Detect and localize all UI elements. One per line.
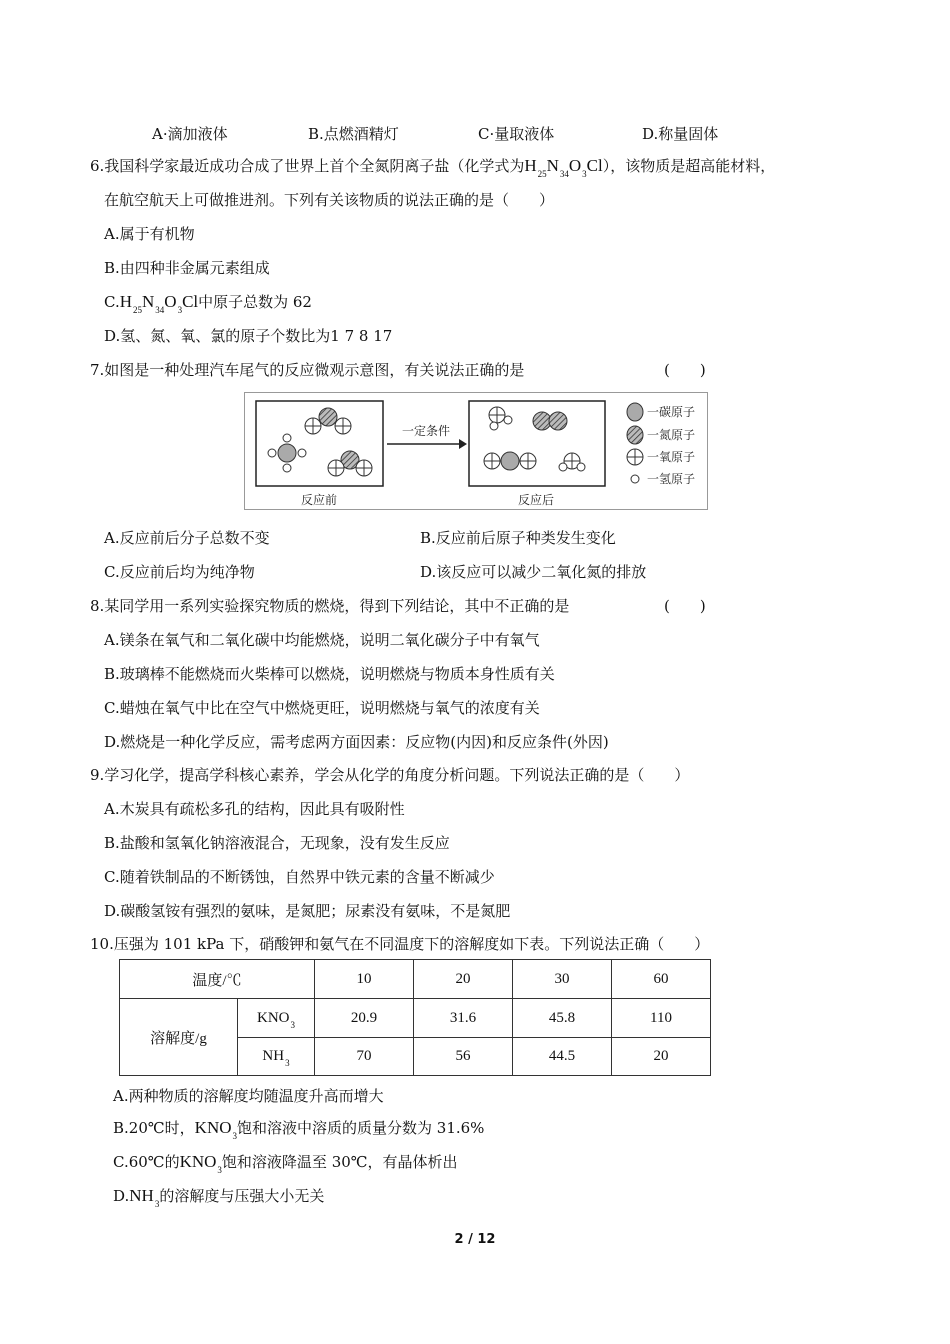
q7-option-a: A.反应前后分子总数不变 [104, 529, 270, 547]
q8-option-d: D.燃烧是一种化学反应，需考虑两方面因素：反应物(内因)和反应条件(外因) [104, 733, 609, 751]
nh3-formula: $NH_3$ [129, 1186, 160, 1209]
svg-text:一氧原子: 一氧原子 [647, 450, 696, 464]
q10-option-d: $D.NH_3$的溶解度与压强大小无关 [113, 1186, 325, 1209]
q9-option-b: B.盐酸和氢氧化钠溶液混合，无现象，没有发生反应 [104, 834, 450, 852]
svg-text:一氮原子: 一氮原子 [647, 428, 696, 442]
svg-text:一碳原子: 一碳原子 [647, 405, 696, 419]
reaction-diagram-svg [245, 393, 707, 509]
kno3-formula: $KNO_3$ [179, 1152, 222, 1175]
q9-option-a: A.木炭具有疏松多孔的结构，因此具有吸附性 [104, 800, 405, 818]
reaction-diagram [244, 392, 708, 510]
kno3-value: 110 [612, 999, 711, 1038]
nh3-value: 56 [414, 1038, 513, 1076]
q9-option-c: C.随着铁制品的不断锈蚀，自然界中铁元素的含量不断减少 [104, 868, 495, 886]
kno3-value: 45.8 [513, 999, 612, 1038]
nh3-value: 70 [315, 1038, 414, 1076]
temp-10: 10 [315, 960, 414, 999]
after-molecule-3 [484, 452, 536, 470]
temp-header: 温度/℃ [120, 960, 315, 999]
q10-stem: 10.压强为 101 kPa 下，硝酸钾和氨气在不同温度下的溶解度如下表。下列说法正确（ ） [90, 935, 710, 953]
kno3-value: 31.6 [414, 999, 513, 1038]
q6-option-d: D.氢、氮、氧、氯的原子个数比为1 7 8 17 [104, 327, 393, 345]
q10-option-a: A.两种物质的溶解度均随温度升高而增大 [113, 1087, 384, 1105]
q6-option-b: B.由四种非金属元素组成 [104, 259, 270, 277]
kno3-label: $KNO_3$ [238, 999, 315, 1038]
temp-20: 20 [414, 960, 513, 999]
q5-option-d: D.称量固体 [642, 125, 719, 143]
temp-30: 30 [513, 960, 612, 999]
q6-stem-part1: 6.我国科学家最近成功合成了世界上首个全氮阴离子盐（化学式为 [90, 157, 525, 175]
arrow-label: 一定条件 [401, 424, 451, 438]
q6-option-a: A.属于有机物 [104, 225, 195, 243]
nh3-value: 20 [612, 1038, 711, 1076]
temp-60: 60 [612, 960, 711, 999]
solubility-table [119, 959, 711, 1076]
kno3-value: 20.9 [315, 999, 414, 1038]
q6-stem [90, 156, 775, 178]
q7-option-b: B.反应前后原子种类发生变化 [420, 529, 616, 547]
nh3-value: 44.5 [513, 1038, 612, 1076]
nh3-label: $NH_3$ [238, 1038, 315, 1076]
q8-stem: 8.某同学用一系列实验探究物质的燃烧，得到下列结论，其中不正确的是 [90, 597, 570, 615]
q7-option-c: C.反应前后均为纯净物 [104, 563, 255, 581]
q5-option-c: C·量取液体 [478, 125, 555, 143]
before-label: 反应前 [300, 493, 338, 507]
legend-oxygen [627, 449, 695, 465]
q7-stem: 7.如图是一种处理汽车尾气的反应微观示意图，有关说法正确的是 [90, 361, 525, 379]
solubility-header: 溶解度/g [120, 999, 238, 1076]
q6-option-c-formula: $H_{25}N_{34}O_3Cl$ [119, 292, 199, 315]
kno3-formula: $KNO_3$ [194, 1118, 238, 1141]
q10-option-b: B.20℃时，$KNO_3$饱和溶液中溶质的质量分数为 31.6% [113, 1118, 485, 1141]
q7-option-d: D.该反应可以减少二氧化氮的排放 [420, 563, 647, 581]
q8-option-a: A.镁条在氧气和二氧化碳中均能燃烧，说明二氧化碳分子中有氧气 [104, 631, 540, 649]
q7-answer-paren: ( ) [664, 361, 706, 379]
q8-answer-paren: ( ) [664, 597, 706, 615]
q6-stem-part2: ），该物质是超高能材料， [602, 157, 776, 175]
q9-stem: 9.学习化学，提高学科核心素养，学会从化学的角度分析问题。下列说法正确的是（ ） [90, 766, 690, 784]
q6-option-c: $C.H_{25}N_{34}O_3Cl$中原子总数为 62 [104, 292, 312, 315]
q8-option-b: B.玻璃棒不能燃烧而火柴棒可以燃烧，说明燃烧与物质本身性质有关 [104, 665, 555, 683]
q5-option-a: A·滴加液体 [152, 125, 228, 143]
legend-hydrogen [631, 472, 695, 486]
q6-formula: $H_{25}N_{34}O_3Cl$ [524, 156, 603, 179]
page-number: 2 / 12 [454, 1232, 496, 1247]
q5-option-b: B.点燃酒精灯 [308, 125, 399, 143]
legend-nitrogen [627, 426, 695, 444]
q8-option-c: C.蜡烛在氧气中比在空气中燃烧更旺，说明燃烧与氧气的浓度有关 [104, 699, 540, 717]
after-label: 反应后 [517, 493, 555, 507]
q6-stem-line2: 在航空航天上可做推进剂。下列有关该物质的说法正确的是（ ） [104, 191, 555, 209]
q10-option-c: C.60℃的$KNO_3$饱和溶液降温至 30℃，有晶体析出 [113, 1152, 458, 1175]
svg-text:一氢原子: 一氢原子 [647, 472, 696, 486]
legend-carbon [627, 403, 695, 421]
q9-option-d: D.碳酸氢铵有强烈的氨味，是氮肥；尿素没有氨味，不是氮肥 [104, 902, 511, 920]
